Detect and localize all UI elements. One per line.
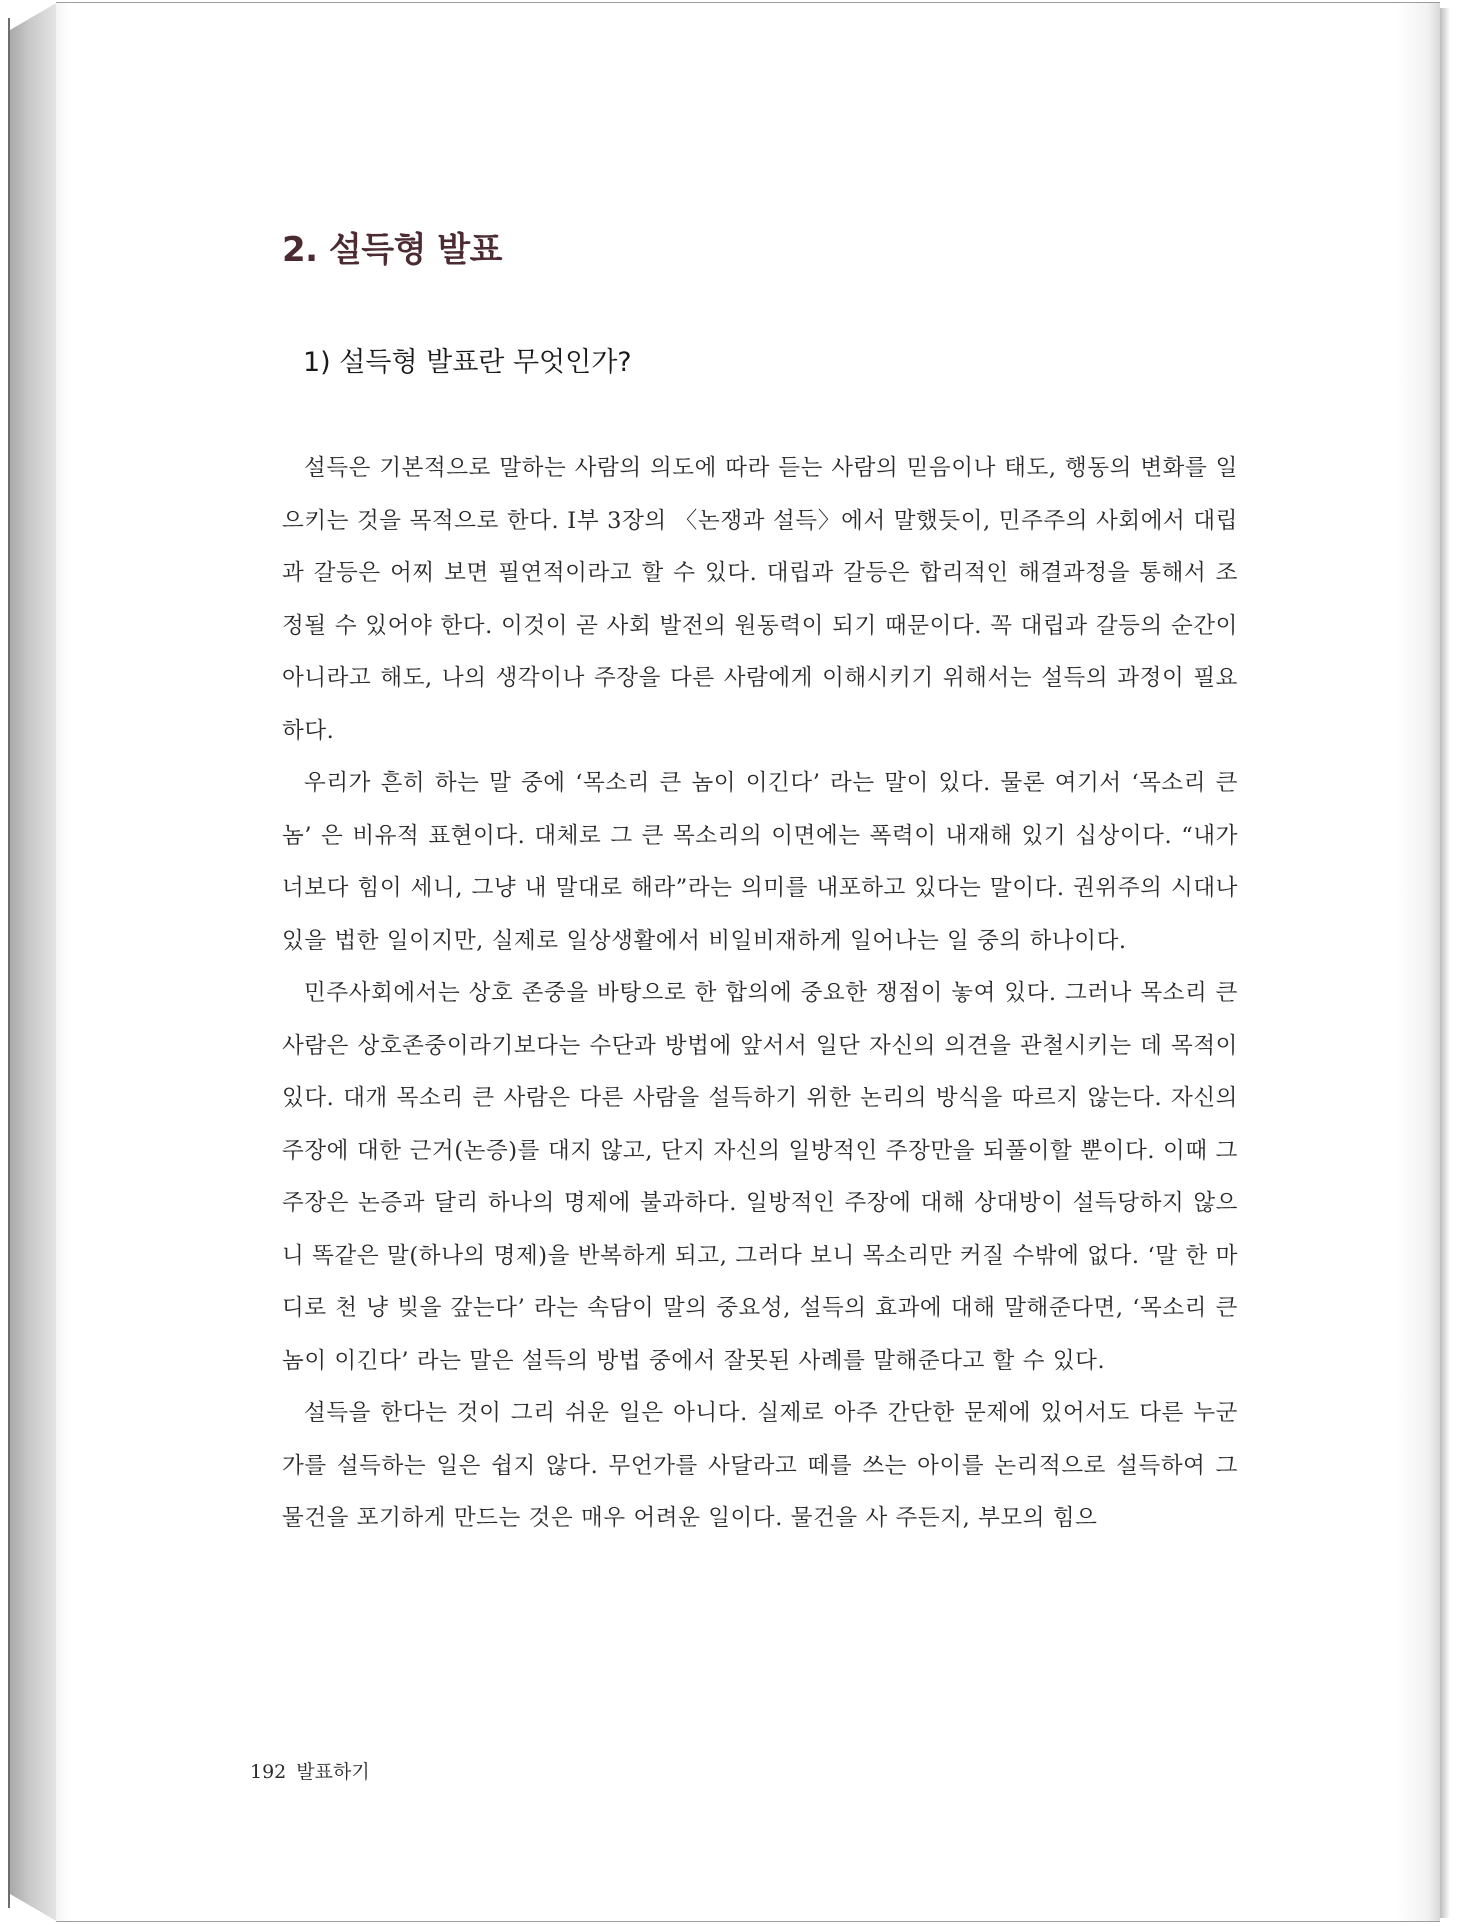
page-edge-shadow xyxy=(1440,8,1450,1918)
chapter-name: 발표하기 xyxy=(296,1761,370,1783)
book-spine xyxy=(10,2,58,1922)
paragraph-1: 설득은 기본적으로 말하는 사람의 의도에 따라 듣는 사람의 믿음이나 태도, 행동의 변화를 일으키는 것을 목적으로 한다. Ⅰ부 3장의 〈논쟁과 설득〉에서 말했듯이, 민주주의 사회에서 대립과 갈등은 어찌 보면 필연적이라고 할 수 있다. 대립과 갈등은 합리적인 해결과정을 통해서 조정될 수 있어야 한다. 이것이 곧 사회 발전의 원동력이 되기 때문이다. 꼭 대립과 갈등의 순간이 아니라고 해도, 나의 생각이나 주장을 다른 사람에게 이해시키기 위해서는 설득의 과정이 필요하다. xyxy=(282,455,1238,744)
paragraph-2: 우리가 흔히 하는 말 중에 ‘목소리 큰 놈이 이긴다’ 라는 말이 있다. 물론 여기서 ‘목소리 큰 놈’ 은 비유적 표현이다. 대체로 그 큰 목소리의 이면에는 폭력이 내재해 있기 십상이다. “내가 너보다 힘이 세니, 그냥 내 말대로 해라”라는 의미를 내포하고 있다는 말이다. 권위주의 시대나 있을 법한 일이지만, 실제로 일상생활에서 비일비재하게 일어나는 일 중의 하나이다. xyxy=(282,770,1238,954)
body-text xyxy=(282,442,1238,1545)
page-footer xyxy=(250,1757,380,1784)
page-number: 192 xyxy=(250,1761,287,1783)
subsection-title: 1) 설득형 발표란 무엇인가? xyxy=(303,347,632,378)
spine-edge-line xyxy=(8,18,10,1908)
section-title: 2. 설득형 발표 xyxy=(282,230,502,270)
paragraph-3: 민주사회에서는 상호 존중을 바탕으로 한 합의에 중요한 쟁점이 놓여 있다. 그러나 목소리 큰 사람은 상호존중이라기보다는 수단과 방법에 앞서서 일단 자신의 의견을 관철시키는 데 목적이 있다. 대개 목소리 큰 사람은 다른 사람을 설득하기 위한 논리의 방식을 따르지 않는다. 자신의 주장에 대한 근거(논증)를 대지 않고, 단지 자신의 일방적인 주장만을 되풀이할 뿐이다. 이때 그 주장은 논증과 달리 하나의 명제에 불과하다. 일방적인 주장에 대해 상대방이 설득당하지 않으니 똑같은 말(하나의 명제)을 반복하게 되고, 그러다 보니 목소리만 커질 수밖에 없다. ‘말 한 마디로 천 냥 빚을 갚는다’ 라는 속담이 말의 중요성, 설득의 효과에 대해 말해준다면, ‘목소리 큰 놈이 이긴다’ 라는 말은 설득의 방법 중에서 잘못된 사례를 말해준다고 할 수 있다. xyxy=(282,980,1238,1374)
paragraph-4: 설득을 한다는 것이 그리 쉬운 일은 아니다. 실제로 아주 간단한 문제에 있어서도 다른 누군가를 설득하는 일은 쉽지 않다. 무언가를 사달라고 떼를 쓰는 아이를 논리적으로 설득하여 그 물건을 포기하게 만드는 것은 매우 어려운 일이다. 물건을 사 주든지, 부모의 힘으 xyxy=(282,1400,1238,1531)
